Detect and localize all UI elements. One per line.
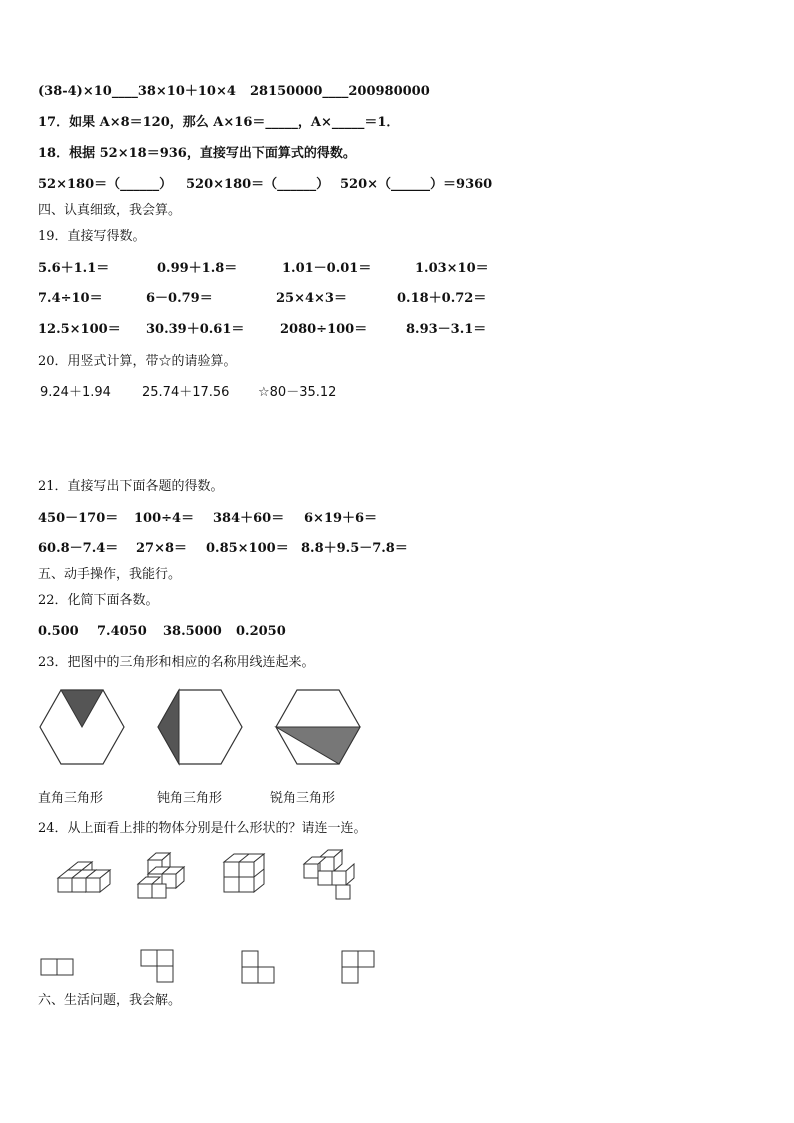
section-4-title: 四、认真细致，我会算。: [38, 203, 182, 218]
q19-cell: 7.4÷10＝: [38, 291, 103, 306]
q21-cell: 384＋60＝: [213, 511, 285, 526]
q19-cell: 0.99＋1.8＝: [157, 261, 238, 276]
q19-cell: 25×4×3＝: [276, 291, 347, 306]
cube-object-4: [304, 850, 354, 899]
question-22-prompt: 22．化简下面各数。: [38, 593, 159, 608]
question-19-prompt: 19．直接写得数。: [38, 229, 146, 244]
q19-cell: 1.03×10＝: [415, 261, 489, 276]
q19-cell: 6－0.79＝: [146, 291, 213, 306]
question-24-prompt: 24．从上面看上排的物体分别是什么形状的？请连一连。: [38, 821, 367, 836]
section-5-title: 五、动手操作，我能行。: [38, 567, 182, 582]
cube-object-2: [138, 853, 184, 898]
q19-cell: 5.6＋1.1＝: [38, 261, 110, 276]
question-18-item-2: 520×180＝（______）: [186, 177, 330, 192]
q19-cell: 8.93－3.1＝: [406, 322, 487, 337]
q23-label-right: 直角三角形: [38, 791, 104, 806]
q20-item: ☆80－35.12: [258, 385, 337, 400]
top-view-1: [41, 959, 73, 975]
compare-expression-2: 28150000____200980000: [250, 84, 430, 99]
cube-object-1: [58, 862, 110, 892]
q23-label-obtuse: 钝角三角形: [157, 791, 223, 806]
question-18-item-3: 520×（______）＝9360: [340, 177, 493, 192]
question-20-prompt: 20．用竖式计算，带☆的请验算。: [38, 354, 237, 369]
q21-cell: 6×19＋6＝: [304, 511, 378, 526]
q19-cell: 0.18＋0.72＝: [397, 291, 487, 306]
q21-cell: 100÷4＝: [134, 511, 195, 526]
q22-item: 0.2050: [236, 624, 286, 639]
q22-item: 7.4050: [97, 624, 147, 639]
question-18-item-1: 52×180＝（______）: [38, 177, 173, 192]
compare-expression-1: (38-4)×10____38×10＋10×4: [38, 84, 236, 99]
q19-cell: 1.01－0.01＝: [282, 261, 372, 276]
q19-cell: 12.5×100＝: [38, 322, 121, 337]
question-17: 17．如果 A×8＝120，那么 A×16＝_____，A×_____＝1．: [38, 115, 400, 130]
q19-cell: 30.39＋0.61＝: [146, 322, 245, 337]
q19-cell: 2080÷100＝: [280, 322, 368, 337]
q22-item: 0.500: [38, 624, 79, 639]
q20-item: 25.74＋17.56: [142, 385, 230, 400]
question-18-prompt: 18．根据 52×18＝936，直接写出下面算式的得数。: [38, 146, 356, 161]
q22-item: 38.5000: [163, 624, 222, 639]
top-view-2: [141, 950, 173, 982]
q23-label-acute: 锐角三角形: [270, 791, 336, 806]
q20-item: 9.24＋1.94: [40, 385, 111, 400]
top-view-3: [242, 951, 274, 983]
q21-cell: 8.8＋9.5－7.8＝: [301, 541, 408, 556]
q21-cell: 0.85×100＝: [206, 541, 289, 556]
top-view-4: [342, 951, 374, 983]
cube-object-3: [224, 854, 264, 892]
q21-cell: 27×8＝: [136, 541, 188, 556]
q21-cell: 60.8－7.4＝: [38, 541, 119, 556]
q21-cell: 450－170＝: [38, 511, 119, 526]
question-21-prompt: 21．直接写出下面各题的得数。: [38, 479, 224, 494]
question-23-prompt: 23．把图中的三角形和相应的名称用线连起来。: [38, 655, 315, 670]
section-6-title: 六、生活问题，我会解。: [38, 993, 182, 1008]
